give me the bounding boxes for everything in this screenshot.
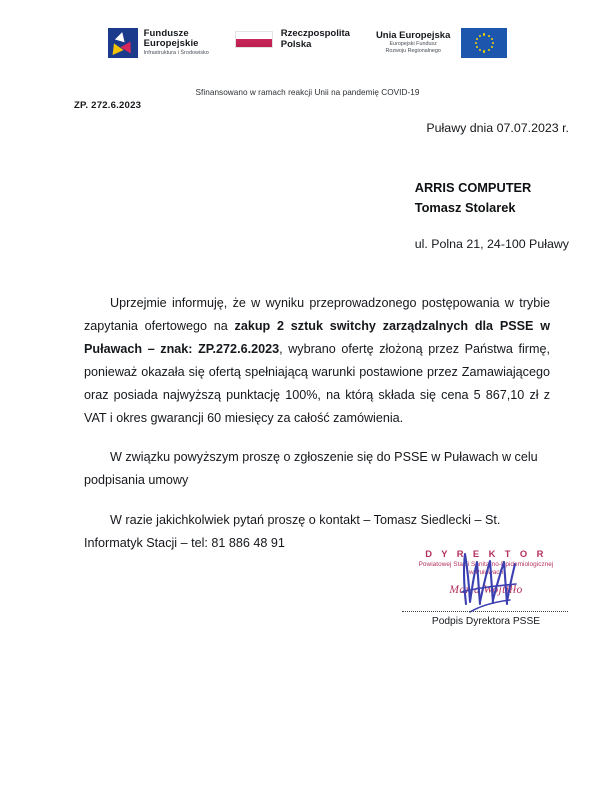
stamp-institution: Powiatowej Stacji Sanitarno-Epidemiologicznej	[418, 560, 554, 568]
eu-flag-star	[475, 42, 477, 44]
pl-logo-line2: Polska	[280, 39, 312, 50]
reference-number: ZP. 272.6.2023	[74, 100, 142, 111]
eu-flag-star	[476, 46, 478, 48]
financing-note: Sfinansowano w ramach reakcji Unii na pandemię COVID-19	[195, 88, 420, 97]
addressee-person: Tomasz Stolarek	[414, 199, 516, 215]
eu-logo-line2: Europejski Fundusz	[389, 41, 437, 48]
eu-flag-star	[479, 49, 481, 51]
logo-rzeczpospolita-polska	[235, 28, 350, 50]
fe-logo-line2: Europejskie	[143, 38, 199, 50]
addressee-company: ARRIS COMPUTER	[414, 180, 532, 195]
eu-flag-star	[479, 35, 481, 37]
paragraph1-part1: Uprzejmie informuję, że w wyniku przeprowadzonego postępowania w trybie zapytania ofertowego na	[84, 296, 550, 333]
addressee-street: ul. Polna 21, 24-100 Puławy	[414, 236, 569, 251]
eu-flag-star	[488, 35, 490, 37]
eu-flag-star	[491, 38, 493, 40]
paragraph-result-notice	[84, 292, 550, 429]
fe-logo-line1: Fundusze	[143, 28, 189, 40]
logo-fundusze-europejskie	[108, 28, 209, 58]
stamp-director-name: Maria Wojtiłło	[449, 583, 523, 596]
paragraph-contract-signing: W związku powyższym proszę o zgłoszenie się do PSSE w Puławach w celu podpisania umowy	[84, 450, 538, 488]
eu-flag-star	[483, 50, 485, 52]
paragraph-contact: W razie jakichkolwiek pytań proszę o kontakt – Tomasz Siedlecki – St. Informatyk Stacji – tel: 81 886 48 91	[84, 513, 501, 551]
pl-logo-line1: Rzeczpospolita	[280, 28, 350, 39]
eu-logo-line3: Rozwoju Regionalnego	[385, 48, 441, 55]
eu-flag-star	[483, 33, 485, 35]
signature-caption: Podpis Dyrektora PSSE	[431, 616, 541, 627]
director-stamp	[396, 548, 576, 596]
stamp-location: w Puławach	[468, 568, 504, 576]
signature-dotted-rule	[402, 611, 568, 612]
stamp-title: D Y R E K T O R	[425, 548, 547, 559]
eu-funding-logo-strip	[0, 28, 615, 58]
eu-logo-line1: Unia Europejska	[375, 29, 451, 41]
letter-body	[84, 292, 550, 572]
eu-flag-star	[476, 38, 478, 40]
logo-unia-europejska	[376, 28, 507, 58]
paragraph1-part2: , wybrano ofertę złożoną przez Państwa firmę, ponieważ okazała się ofertą spełniającą warunki postawione przez Zamawiającego oraz posiada najwyższą punktację 100%, na którą składa się cena 5 867,10 zł z VAT i okres gwarancji 60 miesięcy za całość zamówienia.	[84, 341, 550, 425]
date-line: Puławy dnia 07.07.2023 r.	[426, 121, 569, 135]
fundusze-europejskie-icon	[108, 28, 138, 58]
eu-flag-star	[488, 49, 490, 51]
european-union-flag-icon	[461, 28, 507, 58]
polish-flag-icon	[235, 31, 273, 48]
fe-logo-line3: Infrastruktura i Środowisko	[143, 50, 209, 57]
signature-stamp-area	[396, 548, 576, 638]
eu-flag-star	[491, 46, 493, 48]
eu-flag-star	[492, 42, 494, 44]
addressee-block	[415, 178, 569, 251]
paragraph1-bold-subject: zakup 2 sztuk switchy zarządzalnych dla PSSE w Puławach – znak: ZP.272.6.2023	[84, 318, 550, 356]
